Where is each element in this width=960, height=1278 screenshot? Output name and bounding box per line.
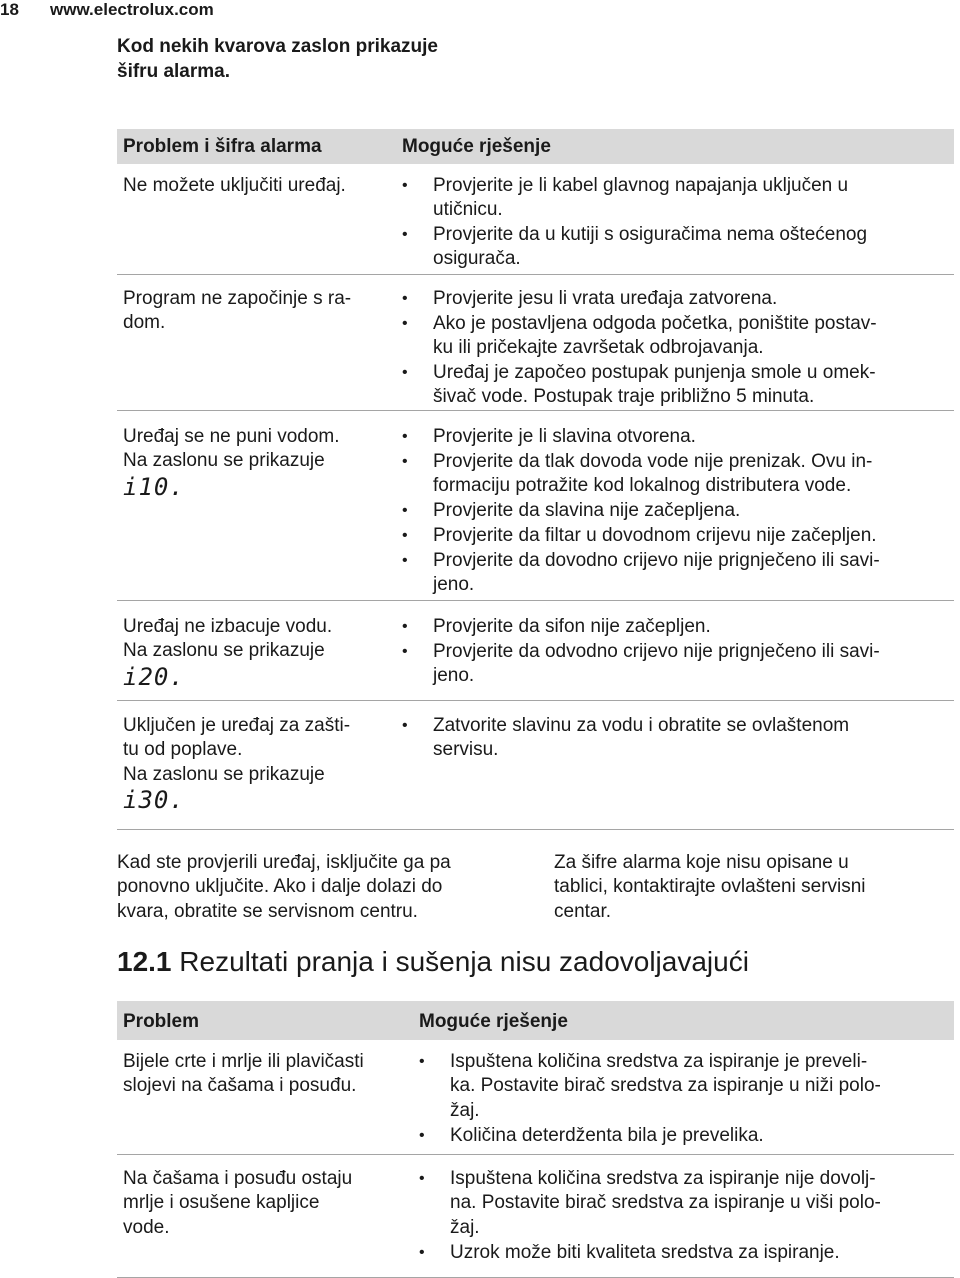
solution-line: Količina deterdženta bila je prevelika.: [450, 1125, 764, 1146]
solution-line: Provjerite da slavina nije začepljena.: [433, 500, 741, 521]
intro-line: Kod nekih kvarova zaslon prikazuje: [117, 36, 438, 57]
bullet: •: [419, 1170, 425, 1187]
note-line: ponovno uključite. Ako i dalje dolazi do: [117, 876, 443, 898]
table-row: [117, 701, 954, 830]
bullet: •: [402, 643, 408, 660]
table-row: [117, 1040, 954, 1155]
bullet: •: [419, 1127, 425, 1144]
header-solution: Moguće rješenje: [402, 136, 551, 157]
alarm-code-display: i30.: [123, 785, 185, 814]
table-row: [117, 601, 954, 701]
note-line: Za šifre alarma koje nisu opisane u: [554, 852, 849, 873]
wash-results-table: [117, 1001, 954, 1278]
solution-line: Provjerite da tlak dovoda vode nije prenizak. Ovu in-: [433, 451, 873, 472]
solution-line: formaciju potražite kod lokalnog distributera vode.: [433, 475, 852, 497]
note-line: Kad ste provjerili uređaj, isključite ga pa: [117, 852, 451, 873]
problem-text: Uređaj ne izbacuje vodu.: [123, 616, 333, 637]
intro-text: [117, 34, 537, 84]
bullet: •: [402, 502, 408, 519]
problem-text: Na zaslonu se prikazuje: [123, 450, 325, 472]
bullet: •: [402, 618, 408, 635]
intro-line: šifru alarma.: [117, 61, 230, 82]
problem-text: Na zaslonu se prikazuje: [123, 763, 325, 785]
problem-text: Na zaslonu se prikazuje: [123, 640, 325, 662]
problem-text: Uređaj se ne puni vodom.: [123, 426, 340, 447]
bullet: •: [419, 1053, 425, 1070]
page-header: [0, 0, 214, 20]
table-header: [117, 129, 954, 164]
solution-line: Ispuštena količina sredstva za ispiranje nije dovolj-: [450, 1168, 876, 1189]
header-problem: Problem: [123, 1011, 200, 1032]
solution-line: Uzrok može biti kvaliteta sredstva za ispiranje.: [450, 1242, 840, 1263]
section-number: 12.1: [117, 946, 172, 977]
bullet: •: [402, 453, 408, 470]
solution-line: ku ili pričekajte završetak odbrojavanja.: [433, 337, 764, 359]
problem-text: Na čašama i posuđu ostaju: [123, 1168, 353, 1189]
note-line: centar.: [554, 900, 612, 922]
solution-line: ka. Postavite birač sredstva za ispiranje u niži polo-: [450, 1075, 881, 1097]
bullet: •: [402, 552, 408, 569]
solution-line: žaj.: [450, 1216, 480, 1238]
solution-line: Ispuštena količina sredstva za ispiranje je preveli-: [450, 1051, 868, 1072]
solution-line: šivač vode. Postupak traje približno 5 minuta.: [433, 386, 815, 408]
alarm-code-table: [117, 129, 954, 830]
solution-line: jeno.: [433, 665, 475, 687]
bullet: •: [402, 364, 408, 381]
solution-line: Provjerite je li kabel glavnog napajanja uključen u: [433, 175, 849, 196]
problem-text: dom.: [123, 312, 166, 334]
table-row: [117, 1155, 954, 1278]
solution-line: Provjerite je li slavina otvorena.: [433, 426, 696, 447]
problem-text: vode.: [123, 1216, 170, 1238]
solution-line: osigurača.: [433, 248, 521, 270]
page-number: 18: [0, 0, 19, 19]
table-row: [117, 275, 954, 411]
problem-text: Program ne započinje s ra-: [123, 288, 352, 309]
bullet: •: [402, 527, 408, 544]
solution-line: Zatvorite slavinu za vodu i obratite se ovlaštenom: [433, 715, 850, 736]
solution-line: utičnicu.: [433, 199, 503, 221]
section-title: Rezultati pranja i sušenja nisu zadovoljavajući: [171, 946, 749, 977]
bullet: •: [402, 315, 408, 332]
solution-line: žaj.: [450, 1099, 480, 1121]
solution-line: jeno.: [433, 574, 475, 596]
solution-line: Provjerite da odvodno crijevo nije prignječeno ili savi-: [433, 641, 880, 662]
bullet: •: [402, 290, 408, 307]
bullet: •: [402, 428, 408, 445]
table-header: [117, 1001, 954, 1040]
problem-text: slojevi na čašama i posuđu.: [123, 1075, 357, 1097]
solution-line: Ako je postavljena odgoda početka, poništite postav-: [433, 313, 877, 334]
header-problem: Problem i šifra alarma: [123, 136, 322, 157]
solution-line: Provjerite da filtar u dovodnom crijevu nije začepljen.: [433, 525, 877, 546]
solution-line: Provjerite da dovodno crijevo nije prignječeno ili savi-: [433, 550, 880, 571]
note-line: kvara, obratite se servisnom centru.: [117, 900, 418, 922]
solution-line: Provjerite da sifon nije začepljen.: [433, 616, 711, 637]
table-row: [117, 164, 954, 275]
note-right: [554, 851, 866, 924]
solution-line: servisu.: [433, 739, 499, 761]
problem-text: Bijele crte i mrlje ili plavičasti: [123, 1051, 364, 1072]
website-url: www.electrolux.com: [50, 0, 214, 19]
bullet: •: [402, 717, 408, 734]
bullet: •: [419, 1244, 425, 1261]
table-row: [117, 411, 954, 601]
problem-text: tu od poplave.: [123, 739, 243, 761]
note-line: tablici, kontaktirajte ovlašteni servisni: [554, 876, 866, 898]
bullet: •: [402, 226, 408, 243]
solution-line: Provjerite jesu li vrata uređaja zatvorena.: [433, 288, 778, 309]
problem-text: mrlje i osušene kapljice: [123, 1192, 320, 1214]
bullet: •: [402, 177, 408, 194]
problem-text: Ne možete uključiti uređaj.: [123, 175, 346, 196]
solution-line: Provjerite da u kutiji s osiguračima nema oštećenog: [433, 224, 868, 245]
section-heading: [117, 945, 749, 979]
solution-line: Uređaj je započeo postupak punjenja smole u omek-: [433, 362, 876, 383]
solution-line: na. Postavite birač sredstva za ispiranje u viši polo-: [450, 1192, 881, 1214]
header-solution: Moguće rješenje: [419, 1011, 568, 1032]
alarm-code-display: i20.: [123, 662, 185, 691]
alarm-code-display: i10.: [123, 472, 185, 501]
note-left: [117, 851, 451, 924]
problem-text: Uključen je uređaj za zašti-: [123, 715, 351, 736]
